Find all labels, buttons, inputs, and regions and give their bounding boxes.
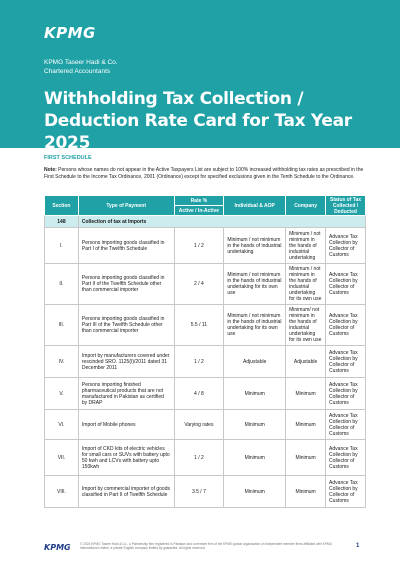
row-aop: Minimum / not minimum in the hands of industrial undertaking for its own use [224, 305, 286, 346]
row-aop: Minimum [224, 378, 286, 410]
row-type: Import by commercial importer of goods classified in Part II of Twelfth Schedule [78, 476, 174, 508]
header-rate-sub: Active / In-Active [174, 206, 224, 216]
row-company: Adjustable [286, 346, 326, 378]
page-title: Withholding Tax Collection / Deduction Rate Card for Tax Year 2025 [44, 89, 352, 153]
schedule-label: FIRST SCHEDULE [44, 155, 92, 161]
category-section: 148 [45, 216, 79, 228]
row-rate: 1 / 2 [174, 346, 224, 378]
header-rate: Rate % [174, 196, 224, 206]
row-rate: Varying rates [174, 410, 224, 440]
note-paragraph [44, 167, 364, 180]
row-type: Import of CKD kits of electric vehicles for small cars or SUVs with battery upto 50 kwh and LCVs with battery upto 150kwh [78, 440, 174, 476]
page-number: 1 [356, 543, 360, 549]
row-aop: Minimum [224, 410, 286, 440]
row-status: Advance Tax Collection by Collector of Customs [326, 305, 366, 346]
row-aop: Minimum [224, 476, 286, 508]
row-status: Advance Tax Collection by Collector of Customs [326, 346, 366, 378]
row-section: III. [45, 305, 79, 346]
row-rate: 1 / 2 [174, 440, 224, 476]
row-status: Advance Tax Collection by Collector of Customs [326, 228, 366, 264]
row-status: Advance Tax Collection by Collector of Customs [326, 440, 366, 476]
row-company: Minimum [286, 476, 326, 508]
table-row [45, 305, 366, 346]
table-row [45, 264, 366, 305]
row-status: Advance Tax Collection by Collector of Customs [326, 476, 366, 508]
table-row [45, 228, 366, 264]
row-status: Advance Tax Collection by Collector of Customs [326, 410, 366, 440]
table-row [45, 378, 366, 410]
row-status: Advance Tax Collection by Collector of Customs [326, 264, 366, 305]
kpmg-logo: KPMG [44, 24, 96, 42]
table-row [45, 346, 366, 378]
row-type: Persons importing goods classified in Part III of the Twelfth Schedule other than commercial importer [78, 305, 174, 346]
note-label: Note: [44, 167, 57, 173]
table-row [45, 440, 366, 476]
row-section: VII. [45, 440, 79, 476]
firm-name [44, 58, 118, 76]
footer-kpmg-logo: KPMG [44, 543, 71, 552]
row-type: Import by manufacturers covered under rescinded SRO. 1125(I)/2011 dated 31 December 2011 [78, 346, 174, 378]
row-company: Minimum [286, 440, 326, 476]
header-type: Type of Payment [78, 196, 174, 216]
rate-table [44, 195, 366, 508]
note-text: Persons whose names do not appear in the Active Taxpayers List are subject to 100% increased withholding tax rates as prescribed in the First Schedule to the Income Tax Ordinance, 2001 (Ordinance) except for specified exclusions given in the Tenth Schedule to the Ordinance. [44, 167, 364, 180]
row-section: V. [45, 378, 79, 410]
row-rate: 1 / 2 [174, 228, 224, 264]
row-type: Persons importing goods classified in Part II of the Twelfth Schedule other than commercial importer [78, 264, 174, 305]
row-aop: Adjustable [224, 346, 286, 378]
table-row [45, 410, 366, 440]
row-type: Persons importing goods classified in Part I of the Twelfth Schedule [78, 228, 174, 264]
row-aop: Minimum [224, 440, 286, 476]
table-row [45, 476, 366, 508]
header-section: Section [45, 196, 79, 216]
row-rate: 5.5 / 11 [174, 305, 224, 346]
header-banner [0, 0, 400, 153]
row-status: Advance Tax Collection by Collector of Customs [326, 378, 366, 410]
header-status: Status of Tax Collected / Deducted [326, 196, 366, 216]
category-row [45, 216, 366, 228]
row-aop: Minimum / not minimum in the hands of industrial undertaking [224, 228, 286, 264]
row-section: VIII. [45, 476, 79, 508]
row-aop: Minimum / not minimum in the hands of industrial undertaking for its own use [224, 264, 286, 305]
category-label: Collection of tax at Imports [78, 216, 365, 228]
row-company: Minimum / not minimum in the hands of industrial undertaking for its own use [286, 264, 326, 305]
row-type: Persons importing finished pharmaceutical products that are not manufactured in Pakistan as certified by DRAP [78, 378, 174, 410]
row-company: Minimum [286, 410, 326, 440]
header-company: Company [286, 196, 326, 216]
firm-line-2: Chartered Accountants [44, 68, 111, 75]
row-section: IV. [45, 346, 79, 378]
row-section: I. [45, 228, 79, 264]
row-rate: 2 / 4 [174, 264, 224, 305]
row-rate: 4 / 8 [174, 378, 224, 410]
firm-line-1: KPMG Taseer Hadi & Co. [44, 59, 118, 66]
header-aop: Individual & AOP [224, 196, 286, 216]
row-section: VI. [45, 410, 79, 440]
row-rate: 3.5 / 7 [174, 476, 224, 508]
row-company: Minimum/ not minimum in the hands of industrial undertaking for its own use [286, 305, 326, 346]
footer-copyright: © 2024 KPMG Taseer Hadi & Co., a Partnership firm registered in Pakistan and a member firm of the KPMG global organization of independent member firms affiliated with KPMG International Limited, a private English company limited by guarantee. All rights reserved. [80, 542, 333, 551]
row-type: Import of Mobile phones [78, 410, 174, 440]
row-section: II. [45, 264, 79, 305]
row-company: Minimum / not minimum in the hands of industrial undertaking [286, 228, 326, 264]
row-company: Minimum [286, 378, 326, 410]
